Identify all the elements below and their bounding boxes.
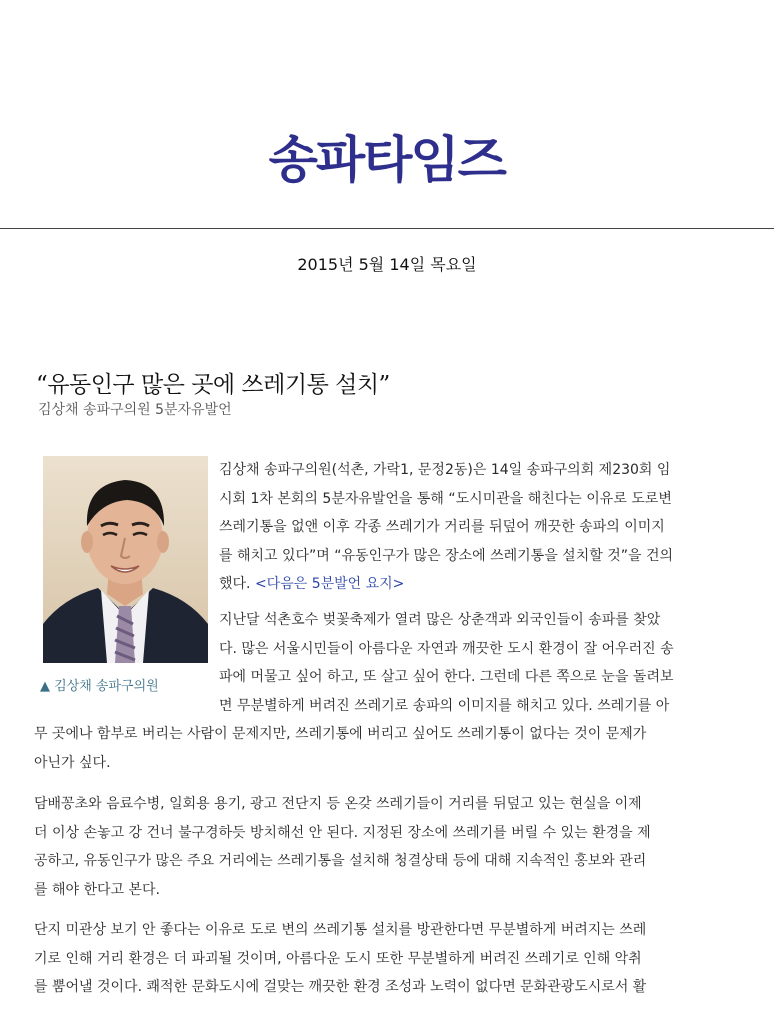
article-paragraph-3 bbox=[34, 790, 734, 904]
site-logo[interactable]: 송파타임즈 bbox=[268, 131, 506, 189]
text-line: 김상채 송파구의원(석촌, 가락1, 문정2동)은 14일 송파구의회 제230회 임 bbox=[219, 462, 671, 478]
text-line: 시회 1차 본회의 5분자유발언을 통해 “도시미관을 해친다는 이유로 도로변 bbox=[219, 490, 672, 507]
article-paragraph-2-lower bbox=[34, 720, 734, 777]
masthead-divider bbox=[0, 228, 774, 229]
text-line: 다. 많은 서울시민들이 아름다운 자연과 깨끗한 도시 환경이 잘 어우러진 송 bbox=[219, 640, 674, 657]
article-paragraph-4 bbox=[34, 916, 734, 1002]
article-subhead: 김상채 송파구의원 5분자유발언 bbox=[38, 402, 232, 418]
article-paragraph-1 bbox=[219, 456, 733, 599]
summary-link[interactable]: <다음은 5분발언 요지> bbox=[254, 576, 405, 592]
text-fragment: 했다. bbox=[219, 576, 255, 592]
text-line: 면 무분별하게 버려진 쓰레기로 송파의 이미지를 해치고 있다. 쓰레기를 아 bbox=[219, 697, 670, 714]
issue-date: 2015년 5월 14일 목요일 bbox=[297, 255, 477, 274]
councilor-photo bbox=[43, 456, 208, 663]
portrait-image bbox=[43, 456, 208, 663]
text-line: 를 뿜어낼 것이다. 쾌적한 문화도시에 걸맞는 깨끗한 환경 조성과 노력이 없다면 문화관광도시로서 활 bbox=[34, 979, 647, 995]
masthead bbox=[0, 128, 774, 192]
text-line: 쓰레기통을 없앤 이후 각종 쓰레기가 거리를 뒤덮어 깨끗한 송파의 이미지 bbox=[219, 519, 665, 535]
article-paragraph-2-upper bbox=[219, 606, 733, 720]
text-line: 지난달 석촌호수 벚꽃축제가 열려 많은 상춘객과 외국인들이 송파를 찾았 bbox=[219, 612, 661, 628]
article-headline: “유동인구 많은 곳에 쓰레기통 설치” bbox=[36, 372, 390, 398]
text-line: 를 해치고 있다”며 “유동인구가 많은 장소에 쓰레기통을 설치할 것”을 건의 bbox=[219, 547, 674, 564]
photo-caption: ▲ 김상채 송파구의원 bbox=[40, 679, 159, 694]
text-line bbox=[219, 570, 733, 599]
text-line: 아닌가 싶다. bbox=[34, 754, 111, 771]
text-line: 담배꽁초와 음료수병, 일회용 용기, 광고 전단지 등 온갖 쓰레기들이 거리를 뒤덮고 있는 현실을 이제 bbox=[34, 796, 642, 812]
text-line: 더 이상 손놓고 강 건너 불구경하듯 방치해선 안 된다. 지정된 장소에 쓰레기를 버릴 수 있는 환경을 제 bbox=[34, 824, 651, 841]
text-line: 를 해야 한다고 본다. bbox=[34, 881, 160, 898]
text-line: 기로 인해 거리 환경은 더 파괴될 것이며, 아름다운 도시 또한 무분별하게 버려진 쓰레기로 인해 악취 bbox=[34, 950, 642, 967]
text-line: 파에 머물고 싶어 하고, 또 살고 싶어 한다. 그런데 다른 쪽으로 눈을 돌려보 bbox=[219, 669, 674, 685]
text-line: 단지 미관상 보기 안 좋다는 이유로 도로 변의 쓰레기통 설치를 방관한다면 무분별하게 버려지는 쓰레 bbox=[34, 922, 647, 938]
text-line: 공하고, 유동인구가 많은 주요 거리에는 쓰레기통을 설치해 청결상태 등에 대해 지속적인 홍보와 관리 bbox=[34, 853, 647, 869]
text-line: 무 곳에나 함부로 버리는 사람이 문제지만, 쓰레기통에 버리고 싶어도 쓰레기통이 없다는 것이 문제가 bbox=[34, 726, 647, 742]
